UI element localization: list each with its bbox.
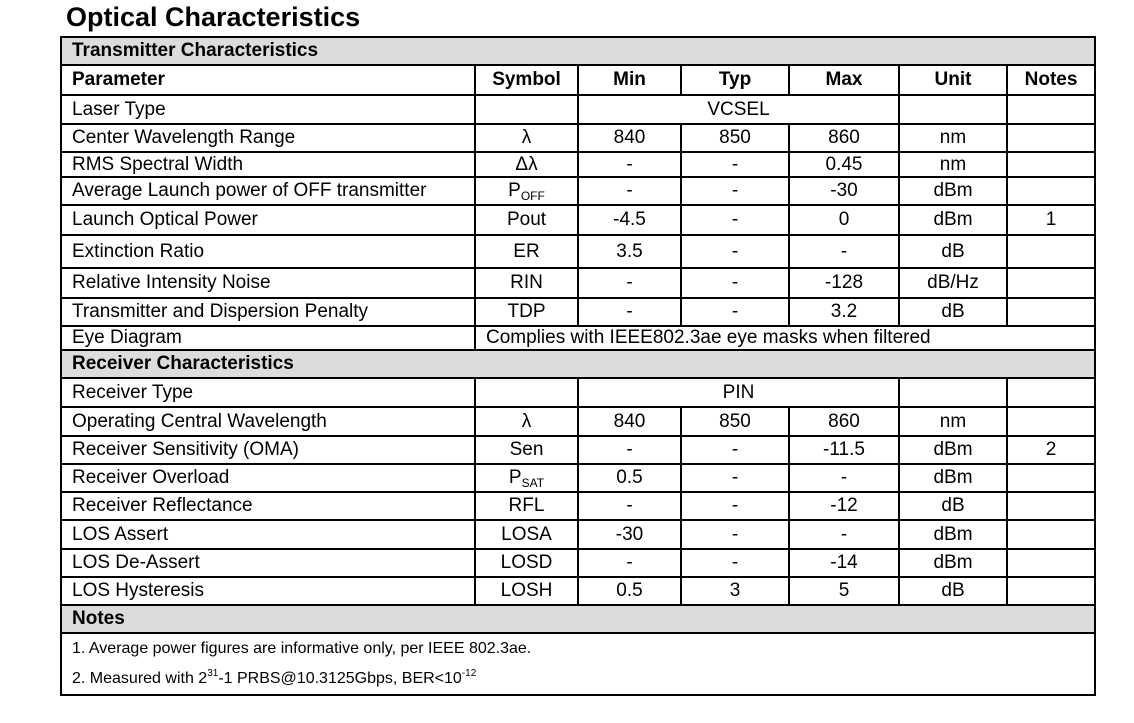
unit-cell: dBm [899, 205, 1007, 235]
unit-cell: dB [899, 235, 1007, 268]
symbol-cell [475, 464, 578, 492]
parameter-cell: LOS De-Assert [61, 549, 475, 577]
unit-cell: dB [899, 298, 1007, 326]
parameter-cell: Operating Central Wavelength [61, 407, 475, 436]
symbol-cell: RFL [475, 492, 578, 520]
max-cell: 860 [789, 407, 899, 436]
typ-cell: - [681, 235, 789, 268]
notes-cell [1007, 177, 1095, 205]
notes-cell [1007, 407, 1095, 436]
parameter-cell: Transmitter and Dispersion Penalty [61, 298, 475, 326]
note-2-middle: -1 PRBS@10.3125Gbps, BER<10 [218, 670, 462, 687]
max-cell: -11.5 [789, 436, 899, 464]
typ-cell: - [681, 520, 789, 549]
symbol-cell: RIN [475, 268, 578, 298]
typ-cell: 850 [681, 407, 789, 436]
receiver-section-header [61, 350, 1095, 378]
table-row-receiver-type [61, 378, 1095, 407]
symbol-cell: Δλ [475, 152, 578, 177]
unit-cell: dBm [899, 436, 1007, 464]
unit-cell: nm [899, 407, 1007, 436]
symbol-cell: TDP [475, 298, 578, 326]
min-cell: -30 [578, 520, 681, 549]
eye-diagram-value: Complies with IEEE802.3ae eye masks when filtered [475, 326, 1095, 350]
note-2-prefix: 2. Measured with 2 [72, 670, 208, 687]
unit-cell: dB [899, 492, 1007, 520]
table-row [61, 177, 1095, 205]
min-cell: - [578, 268, 681, 298]
unit-cell: dBm [899, 520, 1007, 549]
unit-cell: nm [899, 124, 1007, 152]
max-cell: -128 [789, 268, 899, 298]
notes-cell [1007, 464, 1095, 492]
parameter-cell: Launch Optical Power [61, 205, 475, 235]
min-cell: 3.5 [578, 235, 681, 268]
symbol-cell [475, 177, 578, 205]
symbol-cell: LOSD [475, 549, 578, 577]
min-cell: 0.5 [578, 577, 681, 605]
notes-cell [1007, 520, 1095, 549]
note-2-exponent-1: 31 [207, 668, 219, 679]
laser-type-label: Laser Type [61, 95, 475, 124]
max-cell: -12 [789, 492, 899, 520]
notes-cell [1007, 492, 1095, 520]
column-header-parameter: Parameter [61, 65, 475, 95]
max-cell: - [789, 520, 899, 549]
typ-cell: 3 [681, 577, 789, 605]
unit-cell: dBm [899, 464, 1007, 492]
table-body [61, 37, 1095, 695]
notes-cell [1007, 268, 1095, 298]
typ-cell: 850 [681, 124, 789, 152]
parameter-cell: Average Launch power of OFF transmitter [61, 177, 475, 205]
symbol-subscript: SAT [521, 476, 545, 490]
table-row [61, 407, 1095, 436]
transmitter-heading: Transmitter Characteristics [61, 37, 1095, 65]
column-header-unit: Unit [899, 65, 1007, 95]
table-row-eye-diagram [61, 326, 1095, 350]
typ-cell: - [681, 436, 789, 464]
page-title: Optical Characteristics [66, 2, 361, 32]
notes-heading: Notes [61, 605, 1095, 633]
typ-cell: - [681, 464, 789, 492]
column-header-min: Min [578, 65, 681, 95]
symbol-cell: λ [475, 124, 578, 152]
typ-cell: - [681, 549, 789, 577]
parameter-cell: Receiver Sensitivity (OMA) [61, 436, 475, 464]
notes-cell [1007, 549, 1095, 577]
min-cell: -4.5 [578, 205, 681, 235]
max-cell: 0.45 [789, 152, 899, 177]
min-cell: 0.5 [578, 464, 681, 492]
receiver-type-label: Receiver Type [61, 378, 475, 407]
table-row [61, 124, 1095, 152]
parameter-cell: Receiver Overload [61, 464, 475, 492]
symbol-cell: LOSH [475, 577, 578, 605]
max-cell: 860 [789, 124, 899, 152]
symbol-cell: Sen [475, 436, 578, 464]
notes-cell [1007, 124, 1095, 152]
max-cell: 5 [789, 577, 899, 605]
notes-section-header [61, 605, 1095, 633]
notes-cell [1007, 577, 1095, 605]
eye-diagram-label: Eye Diagram [61, 326, 475, 350]
receiver-type-value: PIN [578, 378, 899, 407]
unit-cell: dB/Hz [899, 268, 1007, 298]
typ-cell: - [681, 205, 789, 235]
column-header-symbol: Symbol [475, 65, 578, 95]
typ-cell: - [681, 152, 789, 177]
max-cell: 0 [789, 205, 899, 235]
min-cell: - [578, 152, 681, 177]
max-cell: 3.2 [789, 298, 899, 326]
table-row-laser-type [61, 95, 1095, 124]
typ-cell: - [681, 177, 789, 205]
unit-cell: dB [899, 577, 1007, 605]
optical-characteristics-table [60, 36, 1096, 696]
column-header-row [61, 65, 1095, 95]
column-header-typ: Typ [681, 65, 789, 95]
unit-cell: nm [899, 152, 1007, 177]
notes-cell [1007, 152, 1095, 177]
unit-cell: dBm [899, 549, 1007, 577]
min-cell: - [578, 436, 681, 464]
symbol-base: P [508, 467, 522, 488]
table-row [61, 436, 1095, 464]
note-1: 1. Average power figures are informative only, per IEEE 802.3ae. [72, 640, 532, 657]
table-row [61, 464, 1095, 492]
table-row [61, 235, 1095, 268]
typ-cell: - [681, 268, 789, 298]
min-cell: - [578, 177, 681, 205]
table-row [61, 205, 1095, 235]
min-cell: 840 [578, 124, 681, 152]
notes-cell: 2 [1007, 436, 1095, 464]
parameter-cell: Center Wavelength Range [61, 124, 475, 152]
typ-cell: - [681, 298, 789, 326]
symbol-cell: Pout [475, 205, 578, 235]
notes-cell [1007, 235, 1095, 268]
parameter-cell: Extinction Ratio [61, 235, 475, 268]
note-2-exponent-2: -12 [461, 668, 477, 679]
table-row [61, 520, 1095, 549]
parameter-cell: LOS Assert [61, 520, 475, 549]
parameter-cell: LOS Hysteresis [61, 577, 475, 605]
table-row [61, 492, 1095, 520]
min-cell: - [578, 298, 681, 326]
unit-cell: dBm [899, 177, 1007, 205]
symbol-base: P [508, 180, 521, 201]
symbol-cell: λ [475, 407, 578, 436]
notes-cell: 1 [1007, 205, 1095, 235]
parameter-cell: Relative Intensity Noise [61, 268, 475, 298]
max-cell: -14 [789, 549, 899, 577]
max-cell: - [789, 464, 899, 492]
table-row [61, 549, 1095, 577]
max-cell: -30 [789, 177, 899, 205]
column-header-max: Max [789, 65, 899, 95]
column-header-notes: Notes [1007, 65, 1095, 95]
symbol-cell: ER [475, 235, 578, 268]
min-cell: - [578, 549, 681, 577]
notes-row [61, 633, 1095, 695]
parameter-cell: Receiver Reflectance [61, 492, 475, 520]
table-row [61, 298, 1095, 326]
symbol-subscript: OFF [520, 189, 545, 203]
laser-type-value: VCSEL [578, 95, 899, 124]
notes-cell [1007, 298, 1095, 326]
table-row [61, 152, 1095, 177]
transmitter-section-header [61, 37, 1095, 65]
min-cell: 840 [578, 407, 681, 436]
note-2 [72, 664, 1084, 694]
typ-cell: - [681, 492, 789, 520]
symbol-cell: LOSA [475, 520, 578, 549]
table-row [61, 268, 1095, 298]
max-cell: - [789, 235, 899, 268]
min-cell: - [578, 492, 681, 520]
parameter-cell: RMS Spectral Width [61, 152, 475, 177]
table-row [61, 577, 1095, 605]
receiver-heading: Receiver Characteristics [61, 350, 1095, 378]
